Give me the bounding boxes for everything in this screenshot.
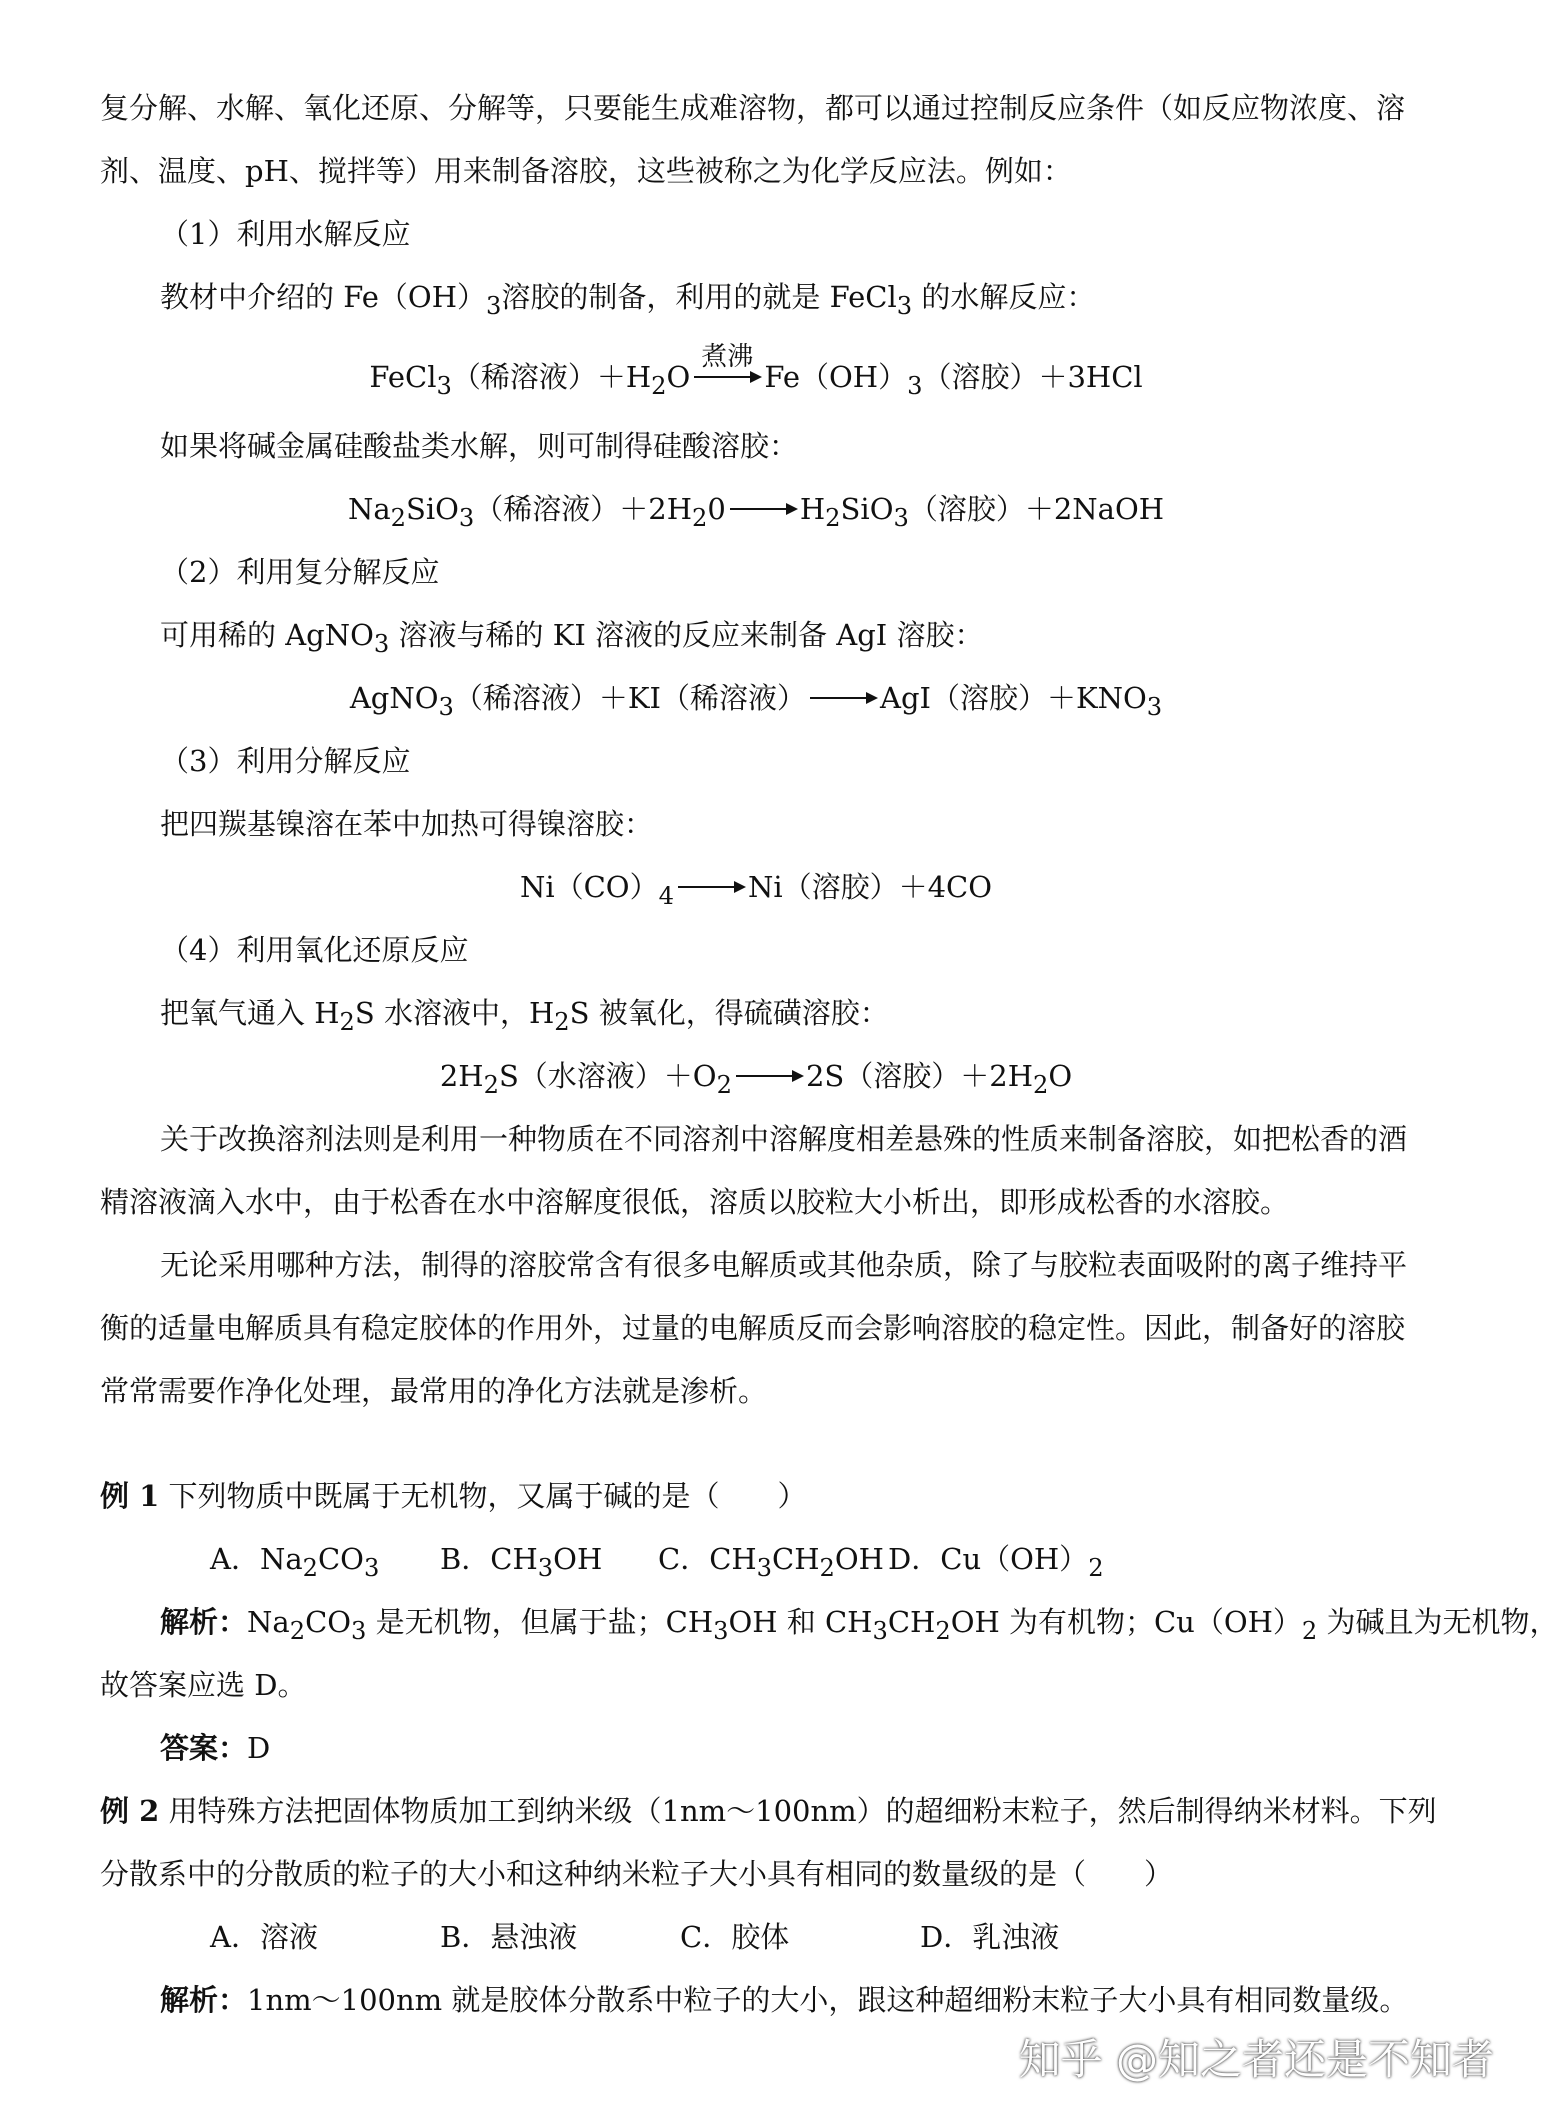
chemical-equation: $2H_2S$（水溶液）$+O_2$ 2S（溶胶）$+2H_2O$ (439, 1059, 1073, 1099)
answer-line (0, 1726, 1512, 1770)
example-question: 分散系中的分散质的粒子的大小和这种纳米粒子大小具有相同的数量级的是（ ） (100, 1857, 1174, 1891)
chemical-equation: AgNO$_3$（稀溶液）＋KI（稀溶液） AgI（溶胶）$+KNO_3$ (349, 681, 1163, 721)
option-c: C．$CH_3CH_2OH$ (658, 1542, 884, 1582)
analysis-line: 解析：1nm～100nm 就是胶体分散系中粒子的大小，跟这种超细粉末粒子大小具有相同数量级。 (160, 1983, 1409, 2017)
example-question: 例 2 用特殊方法把固体物质加工到纳米级（1nm～100nm）的超细粉末粒子，然后制得纳米材料。下列 (100, 1794, 1437, 1828)
reaction-arrow-icon (694, 342, 760, 378)
example-label: 例 1 (100, 1479, 160, 1513)
paragraph-line: 教材中介绍的 $Fe(OH)_3$溶胶的制备，利用的就是 FeCl$_3$ 的水解反应： (160, 280, 1096, 320)
chemical-equation: $Ni(CO)_4$ Ni（溶胶）＋4CO (519, 870, 993, 910)
option-d: D．$Cu(OH)_2$ (888, 1542, 1104, 1582)
example-question: 例 1 下列物质中既属于无机物，又属于碱的是（ ） (100, 1479, 807, 1513)
section-heading: （1）利用水解反应 (160, 217, 411, 251)
example-label: 例 2 (100, 1794, 160, 1828)
answer-value: D (247, 1731, 271, 1765)
paragraph-line: 精溶液滴入水中，由于松香在水中溶解度很低，溶质以胶粒大小析出，即形成松香的水溶胶。 (100, 1185, 1290, 1219)
analysis-label: 解析： (160, 1605, 248, 1639)
reaction-condition: 煮沸 (701, 342, 754, 372)
section-heading: （2）利用复分解反应 (160, 555, 440, 589)
analysis-line: 故答案应选 D。 (100, 1668, 307, 1702)
answer-options (0, 1537, 1512, 1590)
answer-options (0, 1915, 1512, 1959)
chemical-equation: $Na_2SiO_3$（稀溶液）$+2H_20$ $H_2SiO_3$（溶胶）＋2NaOH (347, 492, 1165, 532)
answer-label: 答案： (160, 1731, 248, 1765)
paragraph-line: 可用稀的 AgNO$_3$ 溶液与稀的 KI 溶液的反应来制备 AgI 溶胶： (160, 618, 984, 658)
section-heading: （3）利用分解反应 (160, 744, 411, 778)
paragraph-line: 把四羰基镍溶在苯中加热可得镍溶胶： (160, 807, 654, 841)
paragraph-line: 常常需要作净化处理，最常用的净化方法就是渗析。 (100, 1374, 768, 1408)
reaction-arrow-icon (730, 508, 796, 510)
analysis-label: 解析： (160, 1983, 248, 2017)
paragraph-line: 复分解、水解、氧化还原、分解等，只要能生成难溶物，都可以通过控制反应条件（如反应物浓度、溶 (100, 91, 1406, 125)
paragraph-line: 关于改换溶剂法则是利用一种物质在不同溶剂中溶解度相差悬殊的性质来制备溶胶，如把松香的酒 (160, 1122, 1408, 1156)
option-b: B．悬浊液 (440, 1920, 578, 1954)
paragraph-line: 衡的适量电解质具有稳定胶体的作用外，过量的电解质反而会影响溶胶的稳定性。因此，制备好的溶胶 (100, 1311, 1406, 1345)
option-d: D．乳浊液 (920, 1920, 1060, 1954)
section-heading: （4）利用氧化还原反应 (160, 933, 469, 967)
reaction-arrow-icon (678, 886, 744, 888)
paragraph-line: 剂、温度、pH、搅拌等）用来制备溶胶，这些被称之为化学反应法。例如： (100, 154, 1072, 188)
option-a: A．溶液 (210, 1920, 318, 1954)
paragraph-line: 无论采用哪种方法，制得的溶胶常含有很多电解质或其他杂质，除了与胶粒表面吸附的离子维持平 (160, 1248, 1408, 1282)
paragraph-line: 把氧气通入 $H_2S$ 水溶液中，$H_2S$ 被氧化，得硫磺溶胶： (160, 996, 889, 1036)
option-c: C．胶体 (680, 1920, 790, 1954)
paragraph-line: 如果将碱金属硅酸盐类水解，则可制得硅酸溶胶： (160, 429, 799, 463)
reaction-arrow-icon (736, 1075, 802, 1077)
option-a: A．$Na_2CO_3$ (210, 1542, 380, 1582)
analysis-line: 解析：$Na_2CO_3$ 是无机物，但属于盐；$CH_3OH$ 和 $CH_3CH_2OH$ 为有机物；$Cu(OH)_2$ 为碱且为无机物， (160, 1605, 1559, 1645)
watermark: 知乎 @知之者还是不知者 (1018, 2035, 1494, 2084)
reaction-arrow-icon (810, 697, 876, 699)
chemical-equation: FeCl$_3$（稀溶液）$+H_2O$ 煮沸 $Fe(OH)_3$（溶胶）＋3HCl (369, 342, 1143, 400)
option-b: B．$CH_3OH$ (440, 1542, 603, 1582)
